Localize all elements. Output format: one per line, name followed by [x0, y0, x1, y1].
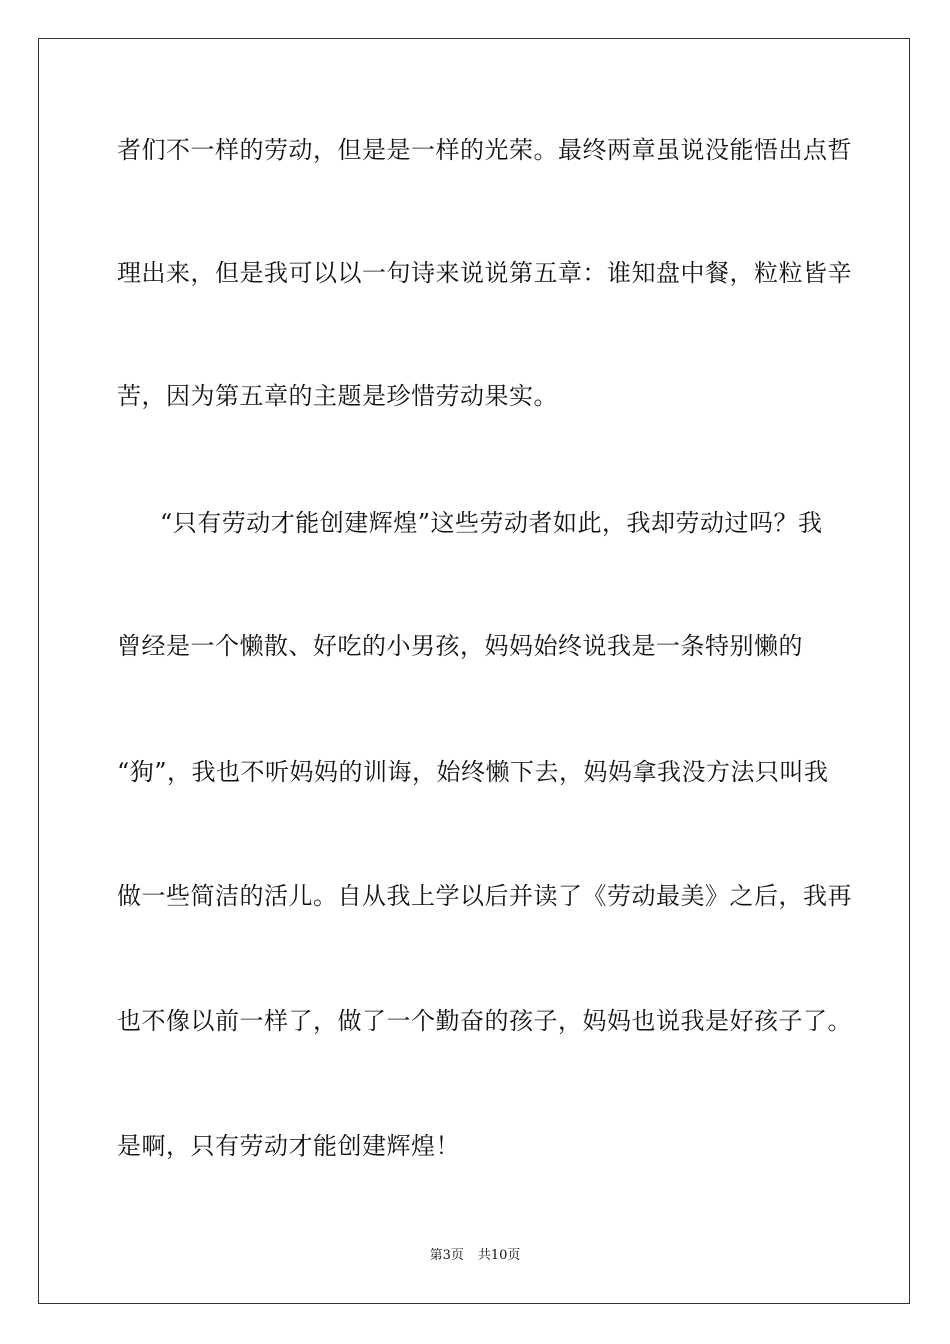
page-footer: [0, 1247, 950, 1265]
text-line-6: “狗”，我也不听妈妈的训诲，始终懒下去，妈妈拿我没方法只叫我: [117, 758, 829, 786]
text-line-5: 曾经是一个懒散、好吃的小男孩，妈妈始终说我是一条特别懒的: [117, 632, 803, 660]
total-pages: 共10页: [477, 1248, 521, 1263]
text-line-2: 理出来，但是我可以以一句诗来说说第五章：谁知盘中餐，粒粒皆辛: [117, 259, 852, 287]
text-line-8: 也不像以前一样了，做了一个勤奋的孩子，妈妈也说我是好孩子了。: [117, 1007, 852, 1035]
page-border: [38, 38, 910, 1304]
text-line-3: 苦，因为第五章的主题是珍惜劳动果实。: [117, 382, 558, 410]
text-line-7: 做一些简洁的活儿。自从我上学以后并读了《劳动最美》之后，我再: [117, 882, 852, 910]
text-line-1: 者们不一样的劳动，但是是一样的光荣。最终两章虽说没能悟出点哲: [117, 136, 852, 164]
page-number: 第3页: [429, 1248, 464, 1263]
text-line-9: 是啊，只有劳动才能创建辉煌！: [117, 1132, 460, 1160]
text-line-4: “只有劳动才能创建辉煌”这些劳动者如此，我却劳动过吗？我: [160, 509, 823, 537]
